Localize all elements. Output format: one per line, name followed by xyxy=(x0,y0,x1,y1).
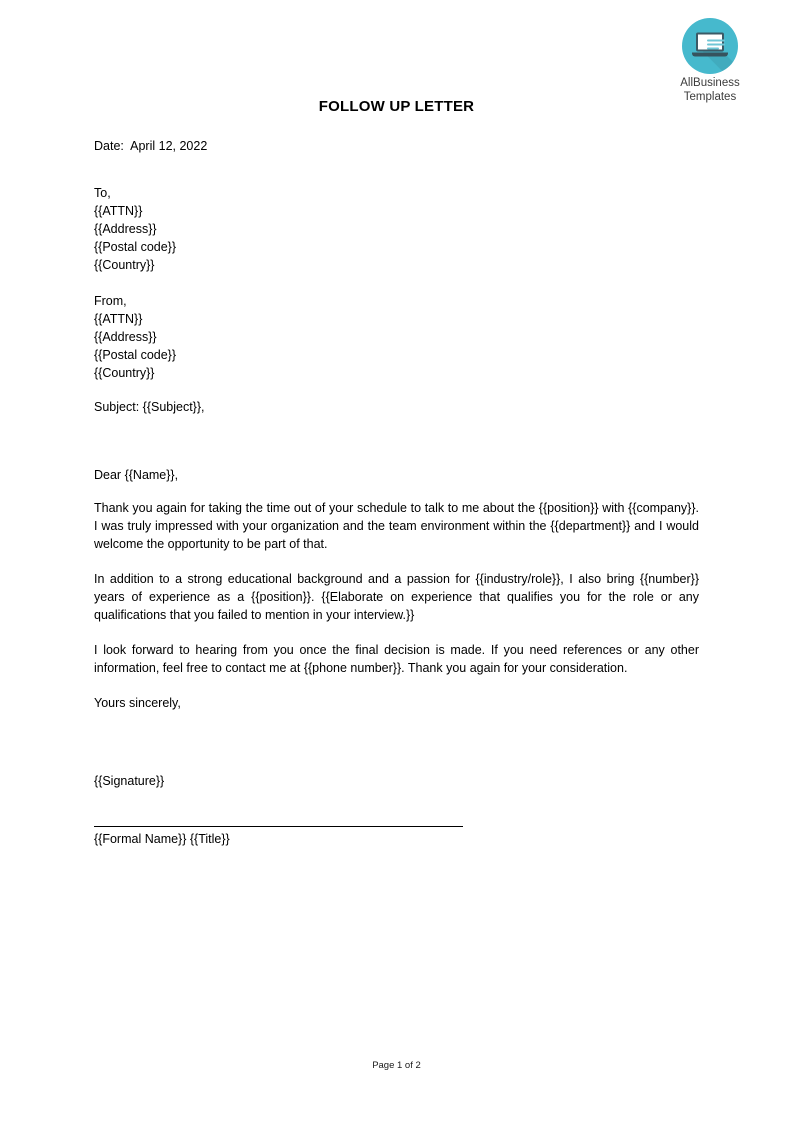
to-line-country: {{Country}} xyxy=(94,258,155,272)
date-line: Date: April 12, 2022 xyxy=(94,139,208,153)
page-footer: Page 1 of 2 xyxy=(372,1060,421,1071)
from-line-attn: {{ATTN}} xyxy=(94,312,143,326)
body-paragraph-2: In addition to a strong educational background and a passion for {{industry/role}}, I also bring {{number}} years of experience as a {{position}}. {{Elaborate on experience that qualifies you for the role or any qualifications that you failed to mention in your interview.}} xyxy=(94,572,699,622)
body-paragraph-3: I look forward to hearing from you once the final decision is made. If you need references or any other information, feel free to contact me at {{phone number}}. Thank you again for your consideration. xyxy=(94,643,699,675)
from-line-address: {{Address}} xyxy=(94,330,157,344)
screen-line xyxy=(707,39,725,41)
signature-placeholder: {{Signature}} xyxy=(94,774,165,788)
brand-name-line-1: AllBusiness xyxy=(680,77,740,89)
letter-body xyxy=(94,0,699,846)
brand-name-line-2: Templates xyxy=(683,90,737,103)
to-line-address: {{Address}} xyxy=(94,222,157,236)
from-heading: From, xyxy=(94,294,127,308)
recipient-address-block xyxy=(94,184,699,274)
to-line-postal-code: {{Postal code}} xyxy=(94,240,177,254)
page-title: FOLLOW UP LETTER xyxy=(318,98,475,115)
signature-rule xyxy=(94,826,463,827)
from-line-postal-code: {{Postal code}} xyxy=(94,348,177,362)
sender-address-block xyxy=(94,292,699,382)
laptop-screen xyxy=(696,32,724,51)
body-paragraph-1: Thank you again for taking the time out of your schedule to talk to me about the {{position}} with {{company}}. I was truly impressed with your organization and the team environment within the {{department}} and I would welcome the opportunity to be part of that. xyxy=(94,501,699,551)
closing-line: Yours sincerely, xyxy=(94,696,181,710)
to-line-attn: {{ATTN}} xyxy=(94,204,143,218)
salutation: Dear {{Name}}, xyxy=(94,468,179,482)
signature-name-title: {{Formal Name}} {{Title}} xyxy=(94,832,230,846)
subject-line: Subject: {{Subject}}, xyxy=(94,400,205,414)
screen-line xyxy=(707,47,719,49)
from-line-country: {{Country}} xyxy=(94,366,155,380)
screen-line xyxy=(707,43,725,45)
to-heading: To, xyxy=(94,186,111,200)
